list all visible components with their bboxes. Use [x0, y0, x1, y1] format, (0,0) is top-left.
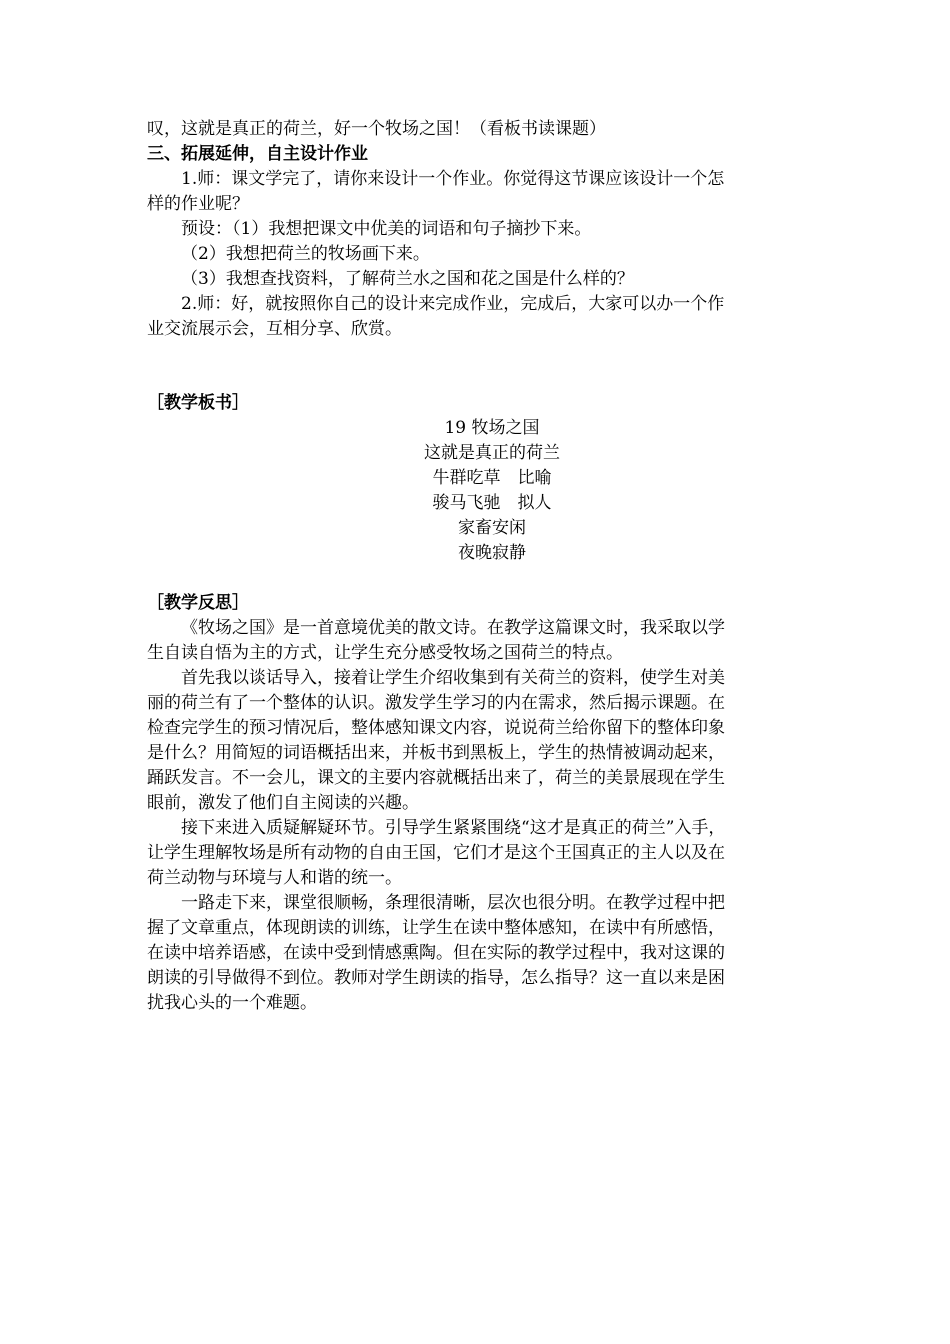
paragraph-line: 让学生理解牧场是所有动物的自由王国，它们才是这个王国真正的主人以及在 — [147, 843, 725, 863]
paragraph-line: 在读中培养语感，在读中受到情感熏陶。但在实际的教学过程中，我对这课的 — [147, 943, 725, 963]
paragraph-line: 《牧场之国》是一首意境优美的散文诗。在教学这篇课文时，我采取以学 — [181, 618, 725, 638]
paragraph-line: 荷兰动物与环境与人和谐的统一。 — [147, 868, 402, 888]
board-section — [147, 391, 807, 416]
paragraph-line: 检查完学生的预习情况后，整体感知课文内容，说说荷兰给你留下的整体印象 — [147, 718, 725, 738]
paragraph-line: 接下来进入质疑解疑环节。引导学生紧紧围绕“这才是真正的荷兰”入手， — [181, 818, 726, 838]
paragraph-line: 叹，这就是真正的荷兰，好一个牧场之国！（看板书读课题） — [147, 119, 606, 139]
paragraph-line: 是什么？用简短的词语概括出来，并板书到黑板上，学生的热情被调动起来， — [147, 743, 725, 763]
board-line: 这就是真正的荷兰 — [424, 443, 560, 463]
paragraph-line: 握了文章重点，体现朗读的训练，让学生在读中整体感知，在读中有所感悟， — [147, 918, 725, 938]
paragraph-line: 首先我以谈话导入，接着让学生介绍收集到有关荷兰的资料，使学生对美 — [181, 668, 725, 688]
paragraph-line: 丽的荷兰有了一个整体的认识。激发学生学习的内在需求，然后揭示课题。在 — [147, 693, 725, 713]
paragraph-line: 2.师：好，就按照你自己的设计来完成作业，完成后，大家可以办一个作 — [181, 294, 725, 314]
paragraph-line: 1.师：课文学完了，请你来设计一个作业。你觉得这节课应该设计一个怎 — [181, 169, 725, 189]
board-heading: ［教学板书］ — [147, 393, 249, 413]
board-line: 家畜安闲 — [458, 518, 526, 538]
board-line: 骏马飞驰 拟人 — [432, 493, 552, 513]
paragraph-line: （2）我想把荷兰的牧场画下来。 — [181, 244, 430, 264]
paragraph-line: 业交流展示会，互相分享、欣赏。 — [147, 319, 402, 339]
board-line: 牛群吃草 比喻 — [432, 468, 552, 488]
paragraph-line: 样的作业呢？ — [147, 194, 249, 214]
reflection-heading: ［教学反思］ — [147, 593, 249, 613]
reflection-section — [147, 591, 807, 1016]
paragraph-line: 踊跃发言。不一会儿，课文的主要内容就概括出来了，荷兰的美景展现在学生 — [147, 768, 725, 788]
board-line: 夜晚寂静 — [458, 543, 526, 563]
section-extension — [147, 117, 807, 342]
paragraph-line: 预设：（1）我想把课文中优美的词语和句子摘抄下来。 — [181, 219, 592, 239]
paragraph-line: （3）我想查找资料，了解荷兰水之国和花之国是什么样的？ — [181, 269, 634, 289]
blackboard-summary — [147, 416, 837, 566]
board-title: 19 牧场之国 — [444, 418, 540, 438]
paragraph-line: 眼前，激发了他们自主阅读的兴趣。 — [147, 793, 419, 813]
paragraph-line: 一路走下来，课堂很顺畅，条理很清晰，层次也很分明。在教学过程中把 — [181, 893, 725, 913]
paragraph-line: 生自读自悟为主的方式，让学生充分感受牧场之国荷兰的特点。 — [147, 643, 623, 663]
paragraph-line: 扰我心头的一个难题。 — [147, 993, 317, 1013]
paragraph-line: 朗读的引导做得不到位。教师对学生朗读的指导，怎么指导？这一直以来是困 — [147, 968, 725, 988]
section-heading: 三、拓展延伸，自主设计作业 — [147, 144, 368, 164]
